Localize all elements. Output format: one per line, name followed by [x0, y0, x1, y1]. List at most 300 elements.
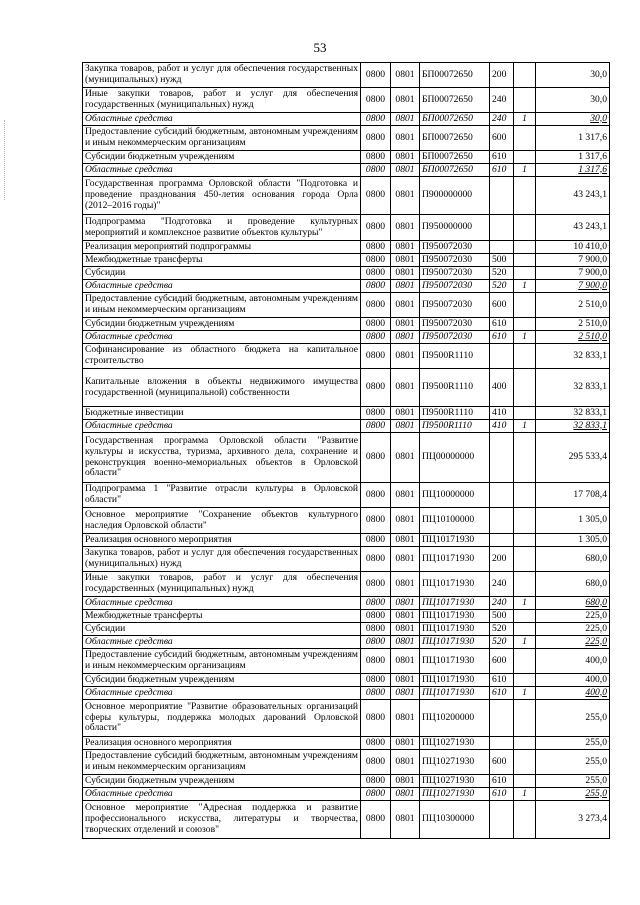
row-target-article: П950072030: [420, 254, 490, 267]
row-section-code: 0800: [361, 164, 391, 177]
row-name: Областные средства: [83, 164, 361, 177]
row-amount: [536, 547, 610, 572]
row-expense-type: 410: [490, 420, 514, 433]
row-source-code: [514, 318, 536, 331]
table-row: [83, 318, 610, 331]
row-target-article: ПЦ10171930: [420, 636, 490, 649]
table-row: [83, 267, 610, 280]
row-expense-type: [490, 433, 514, 483]
row-amount: [536, 801, 610, 839]
row-target-article: БП00072650: [420, 164, 490, 177]
row-section-code: 0800: [361, 241, 391, 254]
row-amount-value: 225,0: [585, 635, 607, 647]
row-source-code: [514, 433, 536, 483]
row-name: Предоставление субсидий бюджетным, автономным учреждениям и иным некоммерческим организациям: [83, 293, 361, 318]
row-source-code: [514, 775, 536, 788]
row-expense-type: 240: [490, 113, 514, 126]
row-expense-type: [490, 700, 514, 737]
row-section-code: 0800: [361, 610, 391, 623]
row-name: Закупка товаров, работ и услуг для обеспечения государственных (муниципальных) нужд: [83, 547, 361, 572]
row-section-code: 0800: [361, 623, 391, 636]
budget-table: [82, 62, 610, 839]
margin-scan-marks: [4, 120, 9, 200]
row-section-code: 0800: [361, 177, 391, 215]
row-amount-value: 1 317,6: [578, 131, 607, 143]
row-name: Предоставление субсидий бюджетным, автономным учреждениям и иным некоммерческим организациям: [83, 750, 361, 775]
row-amount-value: 3 273,4: [578, 813, 607, 825]
table-row: [83, 801, 610, 839]
row-subsection-code: 0801: [391, 788, 420, 801]
table-row: [83, 775, 610, 788]
row-amount-value: 10 410,0: [573, 240, 607, 252]
row-name: Областные средства: [83, 331, 361, 344]
row-amount: [536, 750, 610, 775]
row-amount-value: 7 900,0: [578, 279, 607, 291]
row-amount: [536, 63, 610, 88]
row-expense-type: 600: [490, 126, 514, 151]
row-source-code: 1: [514, 164, 536, 177]
row-subsection-code: 0801: [391, 164, 420, 177]
row-expense-type: 610: [490, 687, 514, 700]
row-target-article: П900000000: [420, 177, 490, 215]
row-name: Областные средства: [83, 788, 361, 801]
row-amount-value: 255,0: [585, 787, 607, 799]
row-name: Областные средства: [83, 113, 361, 126]
row-name: Подпрограмма "Подготовка и проведение культурных мероприятий и комплексное развитие объектов культуры": [83, 215, 361, 241]
row-expense-type: 610: [490, 674, 514, 687]
row-subsection-code: 0801: [391, 177, 420, 215]
row-expense-type: 520: [490, 280, 514, 293]
row-section-code: 0800: [361, 369, 391, 407]
row-target-article: ПЦ10171930: [420, 547, 490, 572]
table-row: [83, 420, 610, 433]
row-expense-type: [490, 737, 514, 750]
row-amount: [536, 636, 610, 649]
row-amount-value: 43 243,1: [573, 221, 607, 233]
row-amount-value: 7 900,0: [578, 266, 607, 278]
row-amount-value: 255,0: [585, 774, 607, 786]
table-row: [83, 407, 610, 420]
row-expense-type: 600: [490, 649, 514, 674]
row-expense-type: [490, 241, 514, 254]
row-expense-type: [490, 483, 514, 508]
row-source-code: 1: [514, 636, 536, 649]
row-amount: [536, 572, 610, 597]
row-expense-type: 610: [490, 788, 514, 801]
row-subsection-code: 0801: [391, 369, 420, 407]
row-amount: [536, 267, 610, 280]
table-row: [83, 597, 610, 610]
row-expense-type: 520: [490, 267, 514, 280]
row-subsection-code: 0801: [391, 636, 420, 649]
row-amount-value: 7 900,0: [578, 253, 607, 265]
row-target-article: БП00072650: [420, 88, 490, 113]
row-section-code: 0800: [361, 687, 391, 700]
row-section-code: 0800: [361, 331, 391, 344]
row-section-code: 0800: [361, 318, 391, 331]
row-source-code: [514, 623, 536, 636]
row-source-code: 1: [514, 788, 536, 801]
table-row: [83, 164, 610, 177]
row-name: Государственная программа Орловской области "Подготовка и проведение празднования 450-летия основания города Орла (2012–2016 годы)": [83, 177, 361, 215]
row-amount: [536, 407, 610, 420]
row-expense-type: 200: [490, 63, 514, 88]
row-name: Предоставление субсидий бюджетным, автономным учреждениям и иным некоммерческим организациям: [83, 649, 361, 674]
row-amount: [536, 177, 610, 215]
row-amount: [536, 649, 610, 674]
row-amount: [536, 700, 610, 737]
row-amount-value: 32 833,1: [573, 349, 607, 361]
row-amount: [536, 151, 610, 164]
row-source-code: [514, 483, 536, 508]
row-subsection-code: 0801: [391, 547, 420, 572]
table-row: [83, 737, 610, 750]
row-source-code: [514, 750, 536, 775]
row-amount: [536, 331, 610, 344]
row-name: Предоставление субсидий бюджетным, автономным учреждениям и иным некоммерческим организациям: [83, 126, 361, 151]
table-row: [83, 534, 610, 547]
row-amount-value: 680,0: [585, 596, 607, 608]
row-expense-type: [490, 177, 514, 215]
table-row: [83, 433, 610, 483]
row-source-code: [514, 737, 536, 750]
row-amount: [536, 597, 610, 610]
row-name: Капитальные вложения в объекты недвижимого имущества государственной (муниципальной) собственности: [83, 369, 361, 407]
row-expense-type: 520: [490, 636, 514, 649]
row-amount: [536, 687, 610, 700]
row-amount-value: 225,0: [585, 622, 607, 634]
table-row: [83, 63, 610, 88]
row-target-article: П9500R1110: [420, 407, 490, 420]
row-name: Реализация мероприятий подпрограммы: [83, 241, 361, 254]
row-expense-type: [490, 508, 514, 534]
row-source-code: [514, 63, 536, 88]
row-name: Субсидии бюджетным учреждениям: [83, 318, 361, 331]
page-number: 53: [313, 40, 327, 55]
row-target-article: ПЦ10171930: [420, 649, 490, 674]
row-subsection-code: 0801: [391, 63, 420, 88]
row-section-code: 0800: [361, 750, 391, 775]
row-target-article: П950000000: [420, 215, 490, 241]
table-row: [83, 293, 610, 318]
row-expense-type: [490, 344, 514, 369]
row-section-code: 0800: [361, 801, 391, 839]
row-amount: [536, 737, 610, 750]
row-subsection-code: 0801: [391, 407, 420, 420]
row-source-code: 1: [514, 687, 536, 700]
row-amount: [536, 610, 610, 623]
row-section-code: 0800: [361, 113, 391, 126]
row-source-code: [514, 254, 536, 267]
row-name: Основное мероприятие "Сохранение объектов культурного наследия Орловской области": [83, 508, 361, 534]
row-section-code: 0800: [361, 420, 391, 433]
row-name: Основное мероприятие "Развитие образовательных организаций сферы культуры, поддержка молодых дарований Орловской области": [83, 700, 361, 737]
row-expense-type: 200: [490, 547, 514, 572]
row-name: Субсидии бюджетным учреждениям: [83, 151, 361, 164]
row-amount: [536, 88, 610, 113]
row-expense-type: 520: [490, 623, 514, 636]
row-expense-type: 610: [490, 775, 514, 788]
row-expense-type: 500: [490, 254, 514, 267]
row-subsection-code: 0801: [391, 597, 420, 610]
row-target-article: БП00072650: [420, 151, 490, 164]
row-section-code: 0800: [361, 407, 391, 420]
row-target-article: ПЦ10271930: [420, 737, 490, 750]
row-subsection-code: 0801: [391, 687, 420, 700]
row-source-code: [514, 547, 536, 572]
row-name: Областные средства: [83, 280, 361, 293]
row-amount-value: 32 833,1: [573, 406, 607, 418]
row-name: Межбюджетные трансферты: [83, 610, 361, 623]
row-subsection-code: 0801: [391, 610, 420, 623]
row-target-article: ПЦ10000000: [420, 483, 490, 508]
row-source-code: 1: [514, 331, 536, 344]
row-name: Областные средства: [83, 597, 361, 610]
row-name: Субсидии бюджетным учреждениям: [83, 775, 361, 788]
row-name: Подпрограмма 1 "Развитие отрасли культуры в Орловской области": [83, 483, 361, 508]
row-source-code: [514, 700, 536, 737]
row-subsection-code: 0801: [391, 623, 420, 636]
row-source-code: 1: [514, 113, 536, 126]
row-name: Областные средства: [83, 636, 361, 649]
row-expense-type: 610: [490, 151, 514, 164]
row-amount-value: 32 833,1: [573, 381, 607, 393]
table-row: [83, 508, 610, 534]
row-name: Субсидии: [83, 267, 361, 280]
row-source-code: [514, 293, 536, 318]
row-subsection-code: 0801: [391, 700, 420, 737]
row-amount-value: 17 708,4: [573, 488, 607, 500]
row-section-code: 0800: [361, 788, 391, 801]
row-amount-value: 2 510,0: [578, 317, 607, 329]
row-source-code: [514, 241, 536, 254]
row-amount: [536, 215, 610, 241]
row-subsection-code: 0801: [391, 508, 420, 534]
row-amount: [536, 164, 610, 177]
row-source-code: [514, 674, 536, 687]
row-expense-type: [490, 215, 514, 241]
row-section-code: 0800: [361, 433, 391, 483]
row-subsection-code: 0801: [391, 737, 420, 750]
row-amount-value: 680,0: [585, 577, 607, 589]
row-section-code: 0800: [361, 674, 391, 687]
row-expense-type: [490, 534, 514, 547]
row-subsection-code: 0801: [391, 126, 420, 151]
table-row: [83, 649, 610, 674]
table-row: [83, 610, 610, 623]
row-section-code: 0800: [361, 737, 391, 750]
row-source-code: [514, 177, 536, 215]
budget-table-body: [83, 63, 610, 839]
row-section-code: 0800: [361, 126, 391, 151]
row-target-article: ПЦ10171930: [420, 597, 490, 610]
table-row: [83, 177, 610, 215]
row-expense-type: [490, 801, 514, 839]
row-amount: [536, 534, 610, 547]
row-section-code: 0800: [361, 293, 391, 318]
row-amount: [536, 254, 610, 267]
table-row: [83, 636, 610, 649]
row-subsection-code: 0801: [391, 293, 420, 318]
row-target-article: ПЦ10271930: [420, 750, 490, 775]
row-subsection-code: 0801: [391, 113, 420, 126]
row-amount: [536, 318, 610, 331]
row-name: Иные закупки товаров, работ и услуг для обеспечения государственных (муниципальных) нужд: [83, 572, 361, 597]
row-section-code: 0800: [361, 775, 391, 788]
row-section-code: 0800: [361, 280, 391, 293]
row-subsection-code: 0801: [391, 215, 420, 241]
row-target-article: ПЦ00000000: [420, 433, 490, 483]
table-row: [83, 674, 610, 687]
row-section-code: 0800: [361, 267, 391, 280]
table-row: [83, 344, 610, 369]
row-subsection-code: 0801: [391, 750, 420, 775]
row-source-code: 1: [514, 597, 536, 610]
row-target-article: ПЦ10300000: [420, 801, 490, 839]
row-subsection-code: 0801: [391, 331, 420, 344]
table-row: [83, 254, 610, 267]
row-source-code: [514, 407, 536, 420]
table-row: [83, 241, 610, 254]
row-amount: [536, 508, 610, 534]
row-expense-type: 600: [490, 293, 514, 318]
row-target-article: П9500R1110: [420, 369, 490, 407]
row-section-code: 0800: [361, 700, 391, 737]
row-target-article: ПЦ10271930: [420, 788, 490, 801]
row-source-code: [514, 508, 536, 534]
table-row: [83, 572, 610, 597]
row-expense-type: 400: [490, 369, 514, 407]
row-amount-value: 400,0: [585, 673, 607, 685]
row-amount-value: 1 305,0: [578, 533, 607, 545]
row-section-code: 0800: [361, 572, 391, 597]
row-amount-value: 2 510,0: [578, 298, 607, 310]
row-expense-type: 410: [490, 407, 514, 420]
row-subsection-code: 0801: [391, 801, 420, 839]
row-target-article: П9500R1110: [420, 344, 490, 369]
row-subsection-code: 0801: [391, 318, 420, 331]
table-row: [83, 151, 610, 164]
table-row: [83, 788, 610, 801]
row-amount: [536, 293, 610, 318]
row-section-code: 0800: [361, 534, 391, 547]
row-target-article: ПЦ10171930: [420, 674, 490, 687]
row-target-article: П950072030: [420, 318, 490, 331]
row-source-code: [514, 610, 536, 623]
row-target-article: П9500R1110: [420, 420, 490, 433]
row-source-code: 1: [514, 280, 536, 293]
row-name: Областные средства: [83, 420, 361, 433]
row-subsection-code: 0801: [391, 254, 420, 267]
table-row: [83, 113, 610, 126]
row-amount-value: 400,0: [585, 686, 607, 698]
row-amount: [536, 113, 610, 126]
row-target-article: ПЦ10100000: [420, 508, 490, 534]
row-expense-type: 610: [490, 331, 514, 344]
table-row: [83, 700, 610, 737]
row-amount-value: 2 510,0: [578, 330, 607, 342]
row-name: Субсидии: [83, 623, 361, 636]
row-section-code: 0800: [361, 597, 391, 610]
row-section-code: 0800: [361, 215, 391, 241]
row-target-article: ПЦ10271930: [420, 775, 490, 788]
row-name: Реализация основного мероприятия: [83, 737, 361, 750]
row-source-code: [514, 215, 536, 241]
row-target-article: П950072030: [420, 280, 490, 293]
row-section-code: 0800: [361, 344, 391, 369]
row-expense-type: 240: [490, 88, 514, 113]
row-expense-type: 500: [490, 610, 514, 623]
row-section-code: 0800: [361, 547, 391, 572]
row-source-code: [514, 801, 536, 839]
row-name: Закупка товаров, работ и услуг для обеспечения государственных (муниципальных) нужд: [83, 63, 361, 88]
row-amount-value: 30,0: [590, 112, 607, 124]
row-name: Государственная программа Орловской области "Развитие культуры и искусства, туризма, архивного дела, сохранение и реконструкция военно-мемориальных объектов в Орловской области": [83, 433, 361, 483]
row-amount-value: 32 833,1: [573, 419, 607, 431]
row-section-code: 0800: [361, 151, 391, 164]
row-amount: [536, 241, 610, 254]
row-amount: [536, 674, 610, 687]
row-amount-value: 43 243,1: [573, 189, 607, 201]
row-amount: [536, 344, 610, 369]
row-target-article: ПЦ10171930: [420, 623, 490, 636]
row-name: Бюджетные инвестиции: [83, 407, 361, 420]
row-name: Субсидии бюджетным учреждениям: [83, 674, 361, 687]
row-section-code: 0800: [361, 508, 391, 534]
row-name: Реализация основного мероприятия: [83, 534, 361, 547]
table-row: [83, 483, 610, 508]
row-amount: [536, 788, 610, 801]
row-target-article: БП00072650: [420, 126, 490, 151]
row-expense-type: 240: [490, 572, 514, 597]
table-row: [83, 280, 610, 293]
row-name: Софинансирование из областного бюджета на капитальное строительство: [83, 344, 361, 369]
row-source-code: [514, 88, 536, 113]
row-source-code: [514, 649, 536, 674]
row-expense-type: 610: [490, 318, 514, 331]
row-amount-value: 1 317,6: [578, 163, 607, 175]
table-row: [83, 215, 610, 241]
row-subsection-code: 0801: [391, 649, 420, 674]
row-target-article: ПЦ10171930: [420, 610, 490, 623]
row-source-code: [514, 369, 536, 407]
row-subsection-code: 0801: [391, 241, 420, 254]
row-subsection-code: 0801: [391, 151, 420, 164]
row-subsection-code: 0801: [391, 483, 420, 508]
row-target-article: БП00072650: [420, 113, 490, 126]
row-subsection-code: 0801: [391, 88, 420, 113]
row-subsection-code: 0801: [391, 433, 420, 483]
table-row: [83, 623, 610, 636]
row-target-article: П950072030: [420, 293, 490, 318]
row-amount: [536, 369, 610, 407]
row-amount-value: 30,0: [590, 68, 607, 80]
row-amount: [536, 775, 610, 788]
row-name: Иные закупки товаров, работ и услуг для обеспечения государственных (муниципальных) нужд: [83, 88, 361, 113]
row-section-code: 0800: [361, 649, 391, 674]
row-name: Основное мероприятие "Адресная поддержка и развитие профессионального искусства, литературы и творчества, творческих отделений и союзов": [83, 801, 361, 839]
row-amount-value: 295 533,4: [568, 451, 607, 463]
row-amount: [536, 280, 610, 293]
table-row: [83, 126, 610, 151]
row-source-code: [514, 344, 536, 369]
table-row: [83, 369, 610, 407]
row-subsection-code: 0801: [391, 267, 420, 280]
row-expense-type: 610: [490, 164, 514, 177]
row-section-code: 0800: [361, 63, 391, 88]
row-section-code: 0800: [361, 636, 391, 649]
row-source-code: [514, 267, 536, 280]
